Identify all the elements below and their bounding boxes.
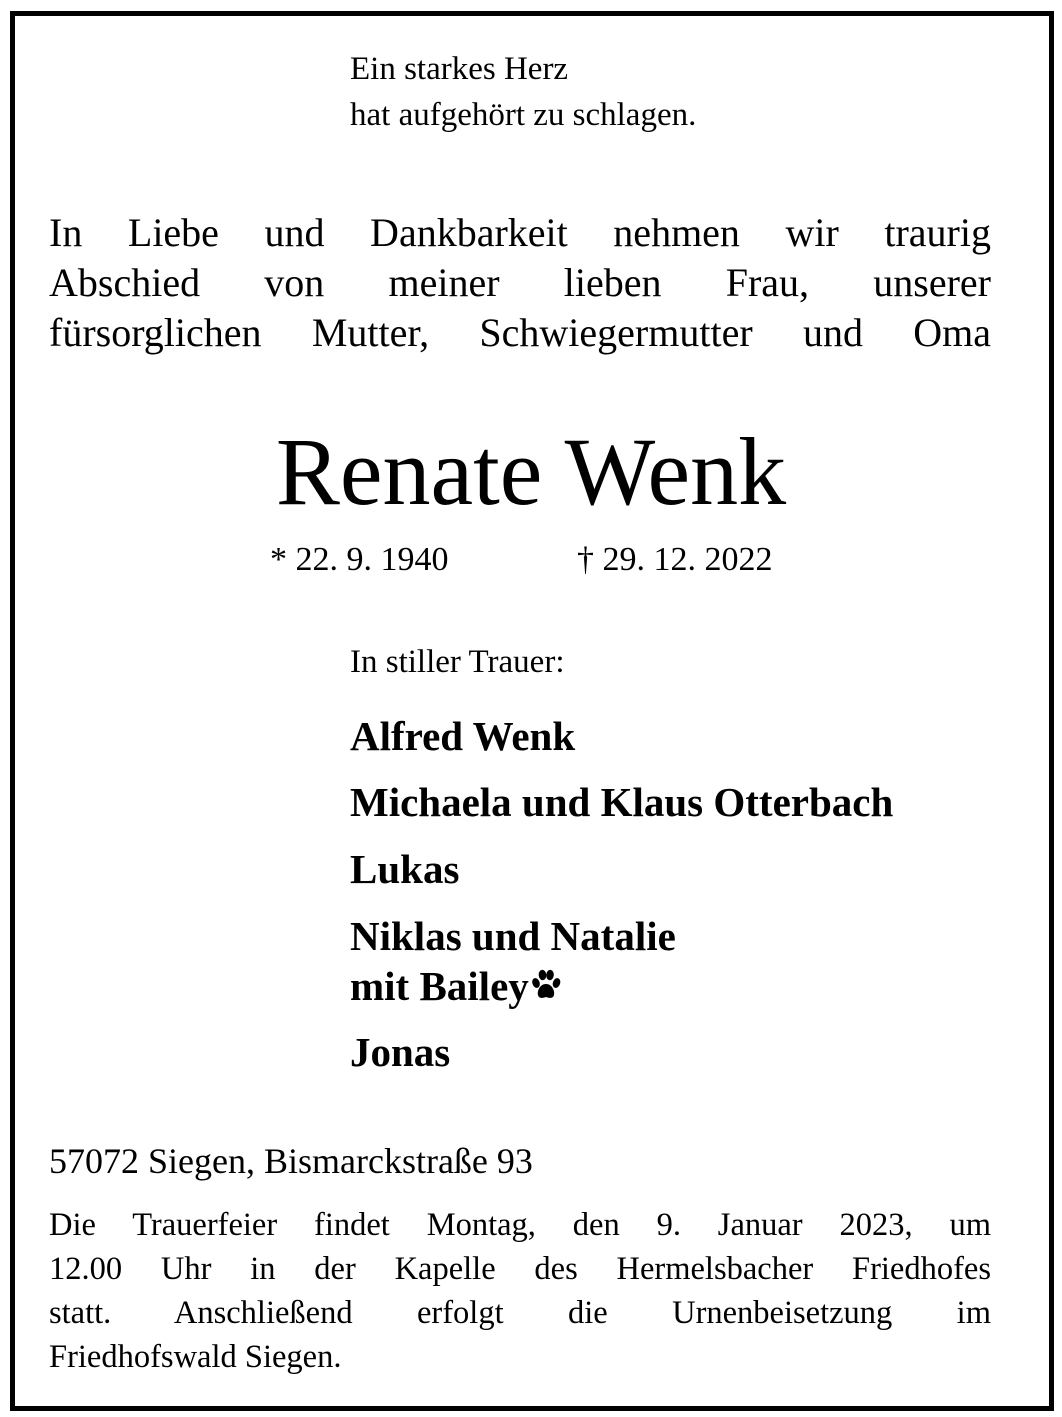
deceased-name: Renate Wenk — [275, 418, 787, 525]
intro-line: In Liebe und Dankbarkeit nehmen wir traurig — [49, 210, 991, 255]
death-date: † 29. 12. 2022 — [577, 541, 773, 578]
service-line: 12.00 Uhr in der Kapelle des Hermelsbacher Friedhofes — [49, 1251, 991, 1287]
address: 57072 Siegen, Bismarckstraße 93 — [49, 1141, 533, 1181]
birth-date: * 22. 9. 1940 — [270, 541, 449, 578]
mourner-line-with-paw — [350, 960, 561, 1012]
mourner-name: Alfred Wenk — [350, 713, 576, 759]
mourner-name: Lukas — [350, 846, 460, 892]
mourner-name: Michaela und Klaus Otterbach — [350, 779, 894, 825]
intro-line: Abschied von meiner lieben Frau, unserer — [49, 260, 991, 305]
paw-icon — [531, 962, 561, 996]
service-line: Die Trauerfeier findet Montag, den 9. Januar 2023, um — [49, 1207, 991, 1243]
motto — [350, 46, 696, 138]
service-info — [49, 1203, 991, 1379]
mourner-name: Jonas — [350, 1029, 451, 1075]
motto-line: Ein starkes Herz — [350, 51, 569, 87]
mourner-name: mit Bailey — [350, 963, 529, 1009]
service-line: statt. Anschließend erfolgt die Urnenbeisetzung im — [49, 1295, 991, 1331]
service-line: Friedhofswald Siegen. — [49, 1339, 342, 1375]
mourner-name: Niklas und Natalie — [350, 913, 676, 959]
motto-line: hat aufgehört zu schlagen. — [350, 97, 697, 133]
intro-text — [49, 208, 991, 358]
intro-line: fürsorglichen Mutter, Schwiegermutter und Oma — [49, 310, 991, 355]
mourning-label: In stiller Trauer: — [350, 644, 565, 680]
